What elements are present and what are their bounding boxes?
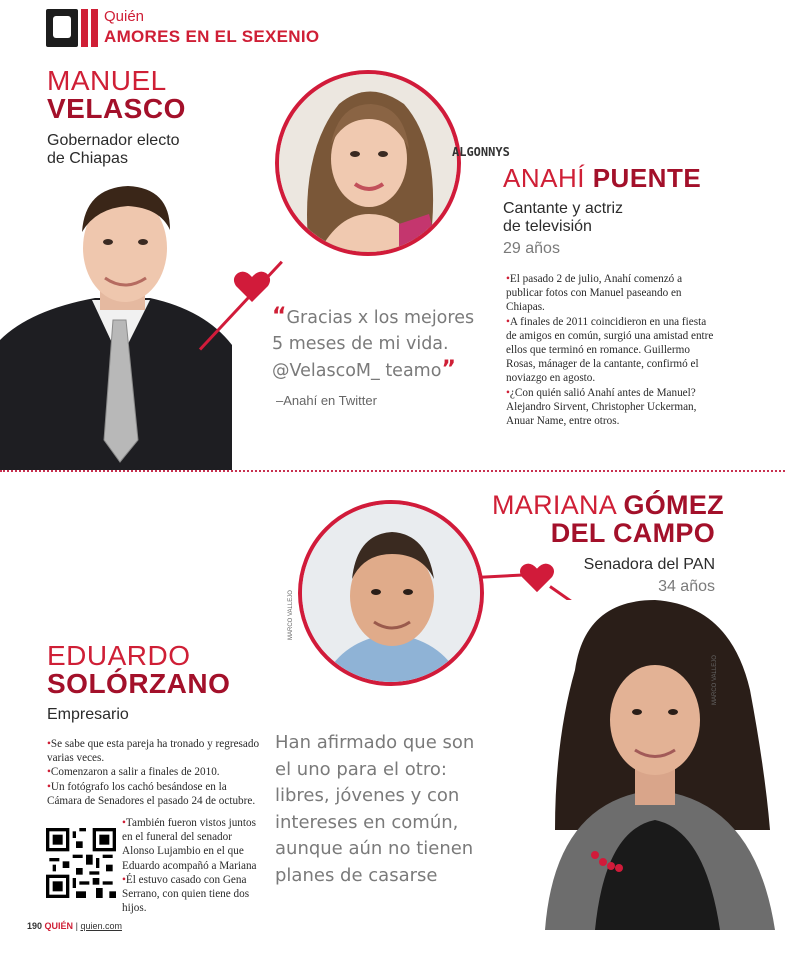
quote-line-1: Gracias x los mejores [286, 308, 475, 328]
mariana-name-line-1 [492, 490, 724, 521]
pull-quote-line: intereses en común, [275, 811, 459, 833]
eduardo-last-name: SOLÓRZANO [47, 668, 231, 699]
anahi-last-name: PUENTE [592, 163, 702, 193]
twitter-quote: “Gracias x los mejores 5 meses de mi vida. @VelascoM_ teamo” [272, 304, 502, 384]
manuel-role-1: Gobernador electo [47, 132, 180, 149]
anahi-name [503, 163, 701, 194]
watermark: ALGONNYS [452, 145, 510, 159]
heart-icon [233, 270, 271, 304]
eduardo-facts [47, 737, 262, 808]
page-number: 190 [27, 921, 43, 931]
pull-quote-line: aunque aún no tienen [275, 838, 474, 859]
quote-source: –Anahí en Twitter [276, 393, 377, 408]
quote-line-3: @VelascoM_ teamo [272, 361, 442, 381]
mariana-first-name: MARIANA [492, 490, 616, 520]
anahi-fact-3: •¿Con quién salió Anahí antes de Manuel? Alejandro Sirvent, Christopher Uckerman, Anuar Name, entre otros. [506, 386, 697, 428]
section-divider [0, 470, 785, 472]
pull-quote-line: libres, jóvenes y con [275, 785, 460, 806]
pull-quote-line: planes de casarse [275, 864, 438, 886]
anahi-role-1: Cantante y actriz [503, 200, 624, 217]
mariana-photo [525, 600, 785, 930]
mariana-role: Senadora del PAN [583, 556, 715, 573]
anahi-first-name: ANAHÍ [503, 163, 585, 193]
mariana-age: 34 años [658, 578, 715, 595]
manuel-role-2: de Chiapas [47, 150, 128, 167]
photo-credit: MARCO VALLEJO [712, 655, 718, 705]
eduardo-fact-1: •Se sabe que esta pareja ha tronado y regresado varias veces. [47, 738, 260, 765]
quien-logo [46, 9, 98, 47]
heart-icon [519, 562, 555, 594]
eduardo-facts-continued [122, 816, 262, 915]
mariana-last-name-1: GÓMEZ [623, 490, 724, 520]
photo-credit: MARCO VALLEJO [288, 590, 294, 640]
eduardo-photo [298, 500, 484, 686]
anahi-role-2: de televisión [503, 218, 592, 235]
pull-quote-line: el uno para el otro: [275, 758, 447, 780]
quote-line-2: 5 meses de mi vida. [272, 334, 449, 354]
anahi-facts [506, 272, 718, 428]
eduardo-role: Empresario [47, 706, 129, 723]
magazine-name: Quién [104, 8, 145, 25]
manuel-first-name: MANUEL [47, 65, 167, 96]
eduardo-fact-5: •Él estuvo casado con Gena Serrano, con quien tiene dos hijos. [122, 873, 250, 915]
page-footer: 190 QUIÉN | quien.com [27, 921, 122, 931]
anahi-fact-2: •A finales de 2011 coincidieron en una fiesta de amigos en común, surgió una amistad entre ellos que terminó en romance. Guillermo Rosas, mánager de la cantante, confirmó el noviazgo en agosto. [506, 315, 714, 385]
manuel-photo [0, 170, 235, 470]
footer-site-link[interactable]: quien.com [80, 921, 122, 931]
anahi-fact-1: •El pasado 2 de julio, Anahí comenzó a publicar fotos con Manuel paseando en Chiapas. [506, 273, 683, 314]
section-title: AMORES EN EL SEXENIO [104, 27, 320, 46]
manuel-last-name: VELASCO [47, 93, 186, 124]
eduardo-fact-4: •También fueron vistos juntos en el funeral del senador Alonso Lujambio en el que Eduardo acompañó a Mariana [122, 817, 257, 872]
anahi-age: 29 años [503, 240, 560, 257]
anahi-photo [275, 70, 461, 256]
eduardo-fact-3: •Un fotógrafo los cachó besándose en la Cámara de Senadores el pasado 24 de octubre. [47, 780, 256, 807]
eduardo-first-name: EDUARDO [47, 640, 191, 671]
eduardo-fact-2: •Comenzaron a salir a finales de 2010. [47, 766, 220, 779]
mariana-last-name-2: DEL CAMPO [550, 518, 715, 548]
qr-code[interactable] [46, 828, 116, 898]
footer-magazine: QUIÉN [44, 921, 74, 931]
pull-quote-line: Han afirmado que son [275, 732, 475, 753]
pull-quote [275, 730, 510, 889]
